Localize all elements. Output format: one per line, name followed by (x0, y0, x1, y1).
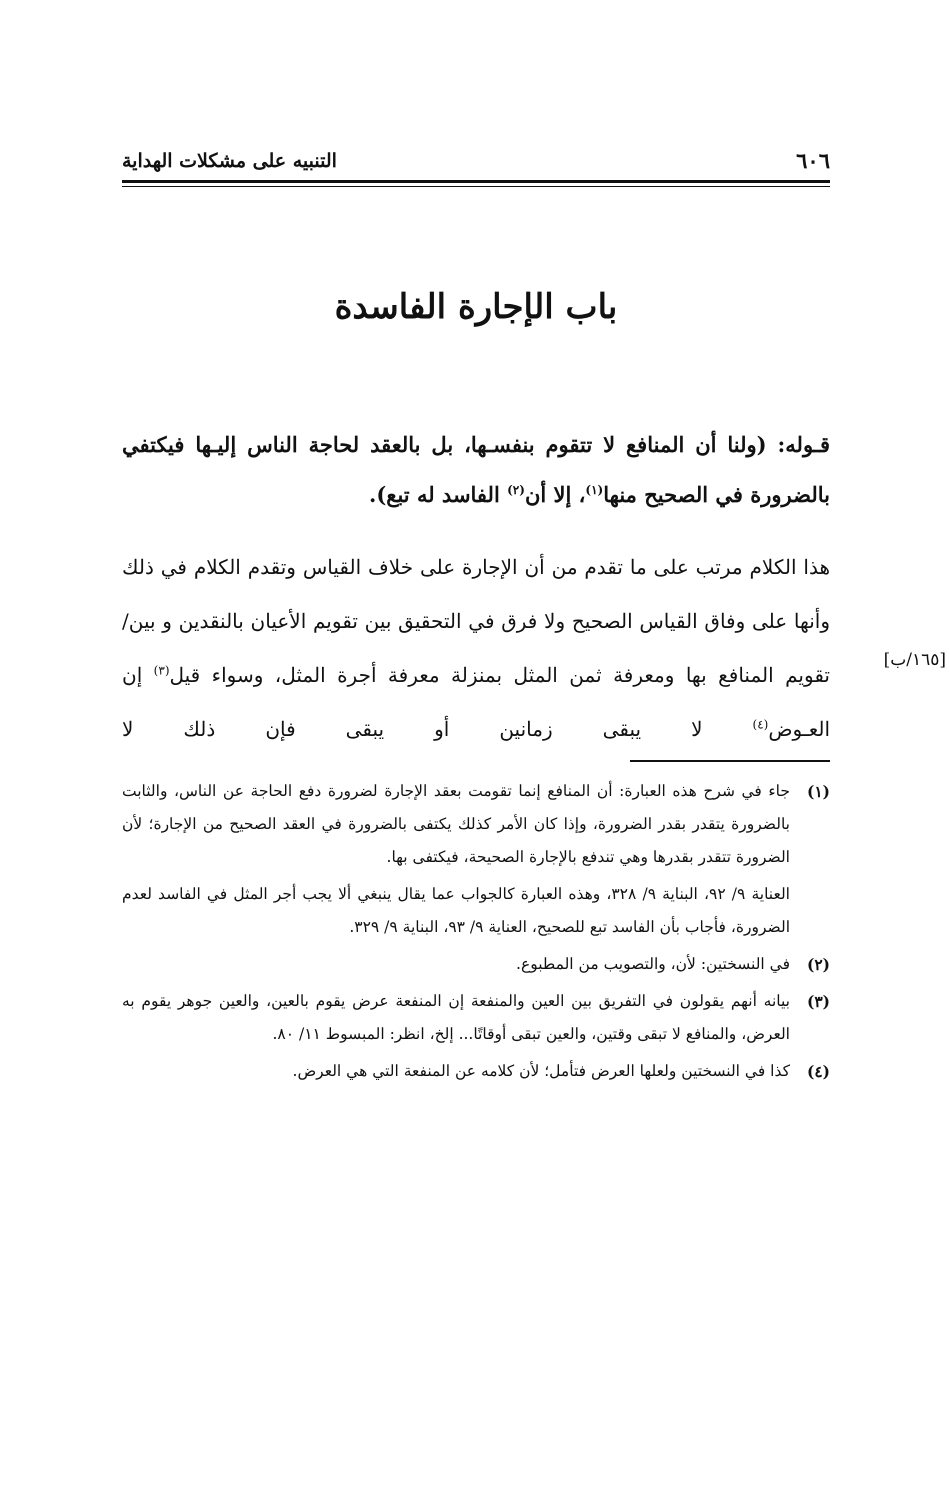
footnote-text: بيانه أنهم يقولون في التفريق بين العين والمنفعة إن المنفعة عرض يقوم بالعين، والعين جوهر يقوم به العرض، والمنافع لا تبقى وقتين، والعين تبقى أوقاتًا... إلخ، انظر: المبسوط ١١/ ٨٠. (122, 992, 790, 1043)
footnote-4 (122, 1055, 830, 1088)
quote-text-1: قـوله: (ولنا أن المنافع لا تتقوم بنفسـها، بل بالعقد لحاجة الناس إليـها فيكتفي بالضرورة في الصحيح منها (122, 432, 830, 507)
footnote-ref-3: (٣) (153, 663, 170, 678)
quote-text-3: الفاسد له تبع). (369, 482, 508, 507)
header-rule-thick (122, 180, 830, 183)
book-title: التنبيه على مشكلات الهداية (122, 150, 337, 172)
footnote-text: في النسختين: لأن، والتصويب من المطبوع. (516, 955, 790, 973)
footnote-3 (122, 985, 830, 1051)
footnote-number: (٢) (806, 955, 830, 974)
body-paragraph (122, 540, 830, 756)
header-rule-thin (122, 186, 830, 187)
footnote-ref-1: (١) (585, 483, 604, 497)
footnote-text: كذا في النسختين ولعلها العرض فتأمل؛ لأن كلامه عن المنفعة التي هي العرض. (292, 1062, 790, 1080)
footnotes (122, 775, 830, 1092)
footnote-ref-2: (٢) (507, 483, 525, 497)
footnote-text: جاء في شرح هذه العبارة: أن المنافع إنما تقومت بعقد الإجارة لضرورة دفع الحاجة عن الناس، والثابت بالضرورة يتقدر بقدر الضرورة، وإذا كان الأمر كذلك يكتفى بالضرورة في العقد الصحيح من الإجارة؛ لأن الضرورة تتقدر بقدرها وهي تندفع بالإجارة الصحيحة، فيكتفى بها. (122, 782, 790, 866)
footnote-ref-4: (٤) (752, 717, 769, 732)
manuscript-folio-note: [١٦٥/ب] (883, 650, 946, 670)
quoted-passage (122, 420, 830, 520)
body-text-3: لا يبقى زمانين أو يبقى فإن ذلك لا (122, 717, 753, 741)
footnote-number: (٤) (806, 1062, 830, 1081)
footnote-1 (122, 775, 830, 944)
chapter-title: باب الإجارة الفاسدة (334, 287, 618, 327)
footnote-number: (٣) (806, 992, 830, 1011)
page-number: ٦٠٦ (796, 148, 830, 173)
footnote-number: (١) (806, 782, 830, 801)
quote-text-2: ، إلا أن (524, 482, 586, 507)
running-header (122, 146, 830, 180)
footnote-separator (630, 760, 830, 762)
footnote-text: العناية ٩/ ٩٢، البناية ٩/ ٣٢٨، وهذه العبارة كالجواب عما يقال ينبغي ألا يجب أجر المثل في الفاسد لعدم الضرورة، فأجاب بأن الفاسد تبع للصحيح، العناية ٩/ ٩٣، البناية ٩/ ٣٢٩. (122, 885, 790, 936)
footnote-2 (122, 948, 830, 981)
body-text-1: هذا الكلام مرتب على ما تقدم من أن الإجارة على خلاف القياس وتقدم الكلام في ذلك وأنها على وفاق القياس الصحيح ولا فرق في التحقيق بين تقويم الأعيان بالنقدين و بين/ تقويم المنافع بها ومعرفة ثمن المثل بمنزلة معرفة أجرة المثل، وسواء قيل (122, 555, 830, 687)
body-text-2: إن العـوض (122, 663, 830, 741)
